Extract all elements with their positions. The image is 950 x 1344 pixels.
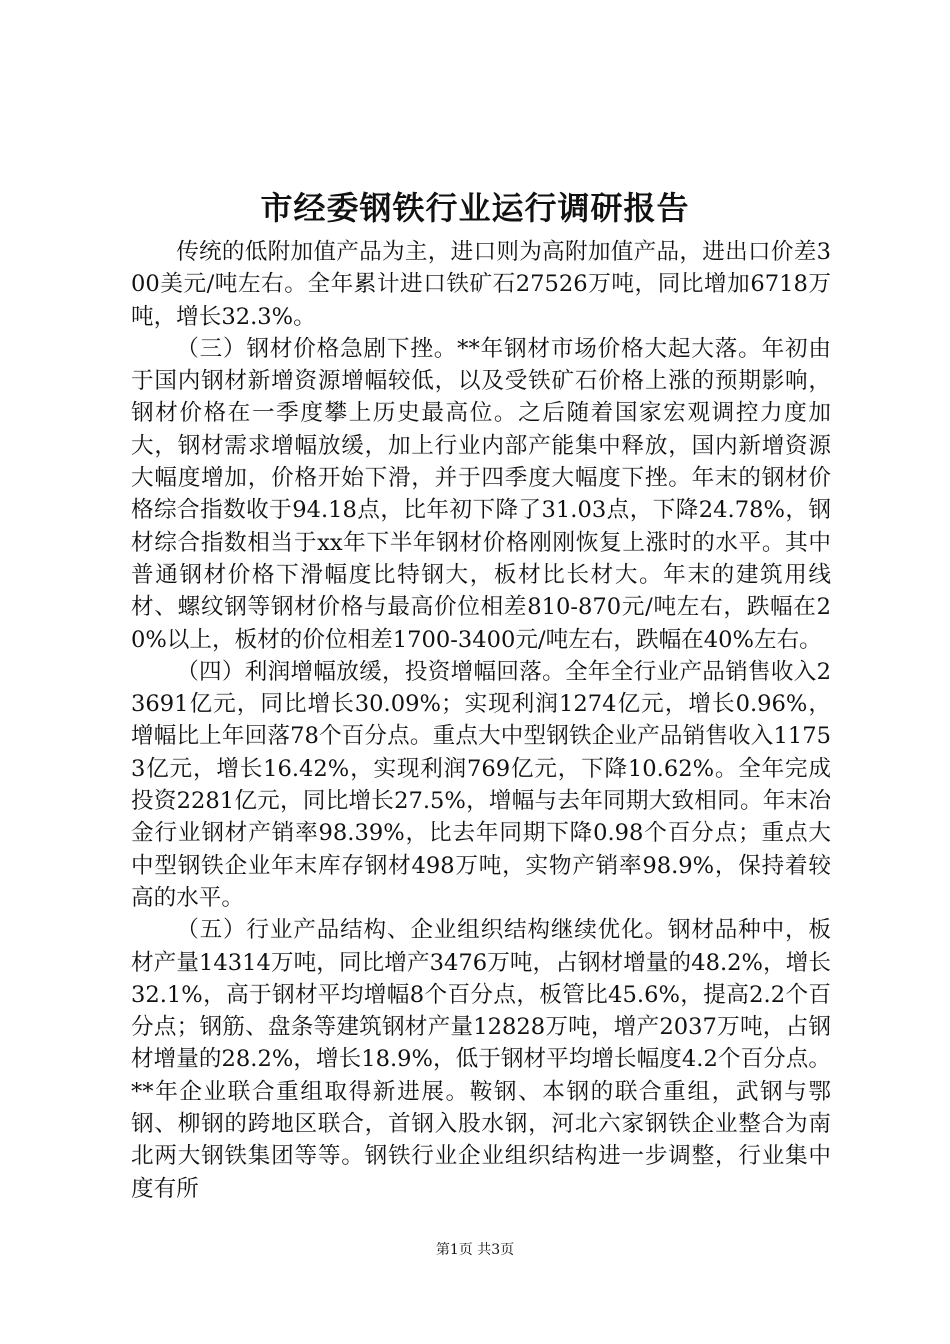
page-footer: 第1页 共3页 [435,1242,515,1258]
paragraph-4: （五）行业产品结构、企业组织结构继续优化。钢材品种中，板材产量14314万吨，同比增产3476万吨，占钢材增量的48.2%，增长32.1%，高于钢材平均增幅8个百分点，板管比45.6%，提高2.2个百分点；钢筋、盘条等建筑钢材产量12828万吨，增产2037万吨，占钢材增量的28.2%，增长18.9%，低于钢材平均增长幅度4.2个百分点。**年企业联合重组取得新进展。鞍钢、本钢的联合重组，武钢与鄂钢、柳钢的跨地区联合，首钢入股水钢，河北六家钢铁企业整合为南北两大钢铁集团等等。钢铁行业企业组织结构进一步调整，行业集中度有所 [131,917,831,1202]
document-title: 市经委钢铁行业运行调研报告 [260,189,690,227]
paragraph-2: （三）钢材价格急剧下挫。**年钢材市场价格大起大落。年初由于国内钢材新增资源增幅较低，以及受铁矿石价格上涨的预期影响，钢材价格在一季度攀上历史最高位。之后随着国家宏观调控力度加大，钢材需求增幅放缓，加上行业内部产能集中释放，国内新增资源大幅度增加，价格开始下滑，并于四季度大幅度下挫。年末的钢材价格综合指数收于94.18点，比年初下降了31.03点，下降24.78%，钢材综合指数相当于xx年下半年钢材价格刚刚恢复上涨时的水平。其中普通钢材价格下滑幅度比特钢大，板材比长材大。年末的建筑用线材、螺纹钢等钢材价格与最高价位相差810-870元/吨左右，跌幅在20%以上，板材的价位相差1700-3400元/吨左右，跌幅在40%左右。 [131,335,831,653]
document-body [131,236,831,1205]
paragraph-1: 传统的低附加值产品为主，进口则为高附加值产品，进出口价差300美元/吨左右。全年累计进口铁矿石27526万吨，同比增加6718万吨，增长32.3%。 [131,239,831,330]
paragraph-3: （四）利润增幅放缓，投资增幅回落。全年全行业产品销售收入23691亿元，同比增长30.09%；实现利润1274亿元，增长0.96%，增幅比上年回落78个百分点。重点大中型钢铁企业产品销售收入11753亿元，增长16.42%，实现利润769亿元，下降10.62%。全年完成投资2281亿元，同比增长27.5%，增幅与去年同期大致相同。年末冶金行业钢材产销率98.39%，比去年同期下降0.98个百分点；重点大中型钢铁企业年末库存钢材498万吨，实物产销率98.9%，保持着较高的水平。 [131,658,831,911]
